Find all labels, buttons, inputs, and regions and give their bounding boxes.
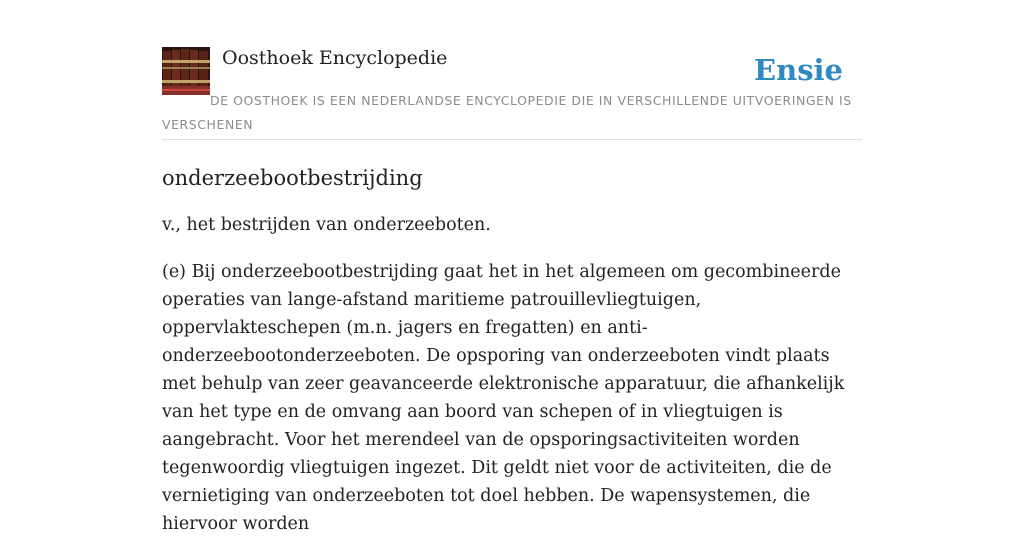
entry-content (162, 160, 862, 538)
entry-title: onderzeebootbestrijding (162, 166, 423, 190)
header (162, 46, 862, 140)
entry-body: (e) Bij onderzeebootbestrijding gaat het in het algemeen om gecombineerde operaties van lange-afstand maritieme patrouillevliegtuigen, oppervlakteschepen (m.n. jagers en fregatten) en anti-onderzeebootonderzeeboten. De opsporing van onderzeeboten vindt plaats met behulp van zeer geavanceerde elektronische apparatuur, die afhankelijk van het type en de omvang aan boord van schepen of in vliegtuigen is aangebracht. Voor het merendeel van de opsporingsactiviteiten worden tegenwoordig vliegtuigen ingezet. Dit geldt niet voor de activiteiten, die de vernietiging van onderzeeboten tot doel hebben. De wapensystemen, die hiervoor worden (162, 262, 845, 534)
source-name[interactable]: Oosthoek Encyclopedie (222, 47, 448, 69)
encyclopedia-books-icon[interactable] (162, 47, 210, 95)
entry-definition: v., het bestrijden van onderzeeboten. (162, 215, 491, 235)
header-divider (162, 139, 862, 140)
source-tagline: DE OOSTHOEK IS EEN NEDERLANDSE ENCYCLOPEDIE DIE IN VERSCHILLENDE UITVOERINGEN IS VERSCHENEN (162, 93, 852, 132)
brand-logo[interactable]: Ensie (754, 53, 843, 87)
